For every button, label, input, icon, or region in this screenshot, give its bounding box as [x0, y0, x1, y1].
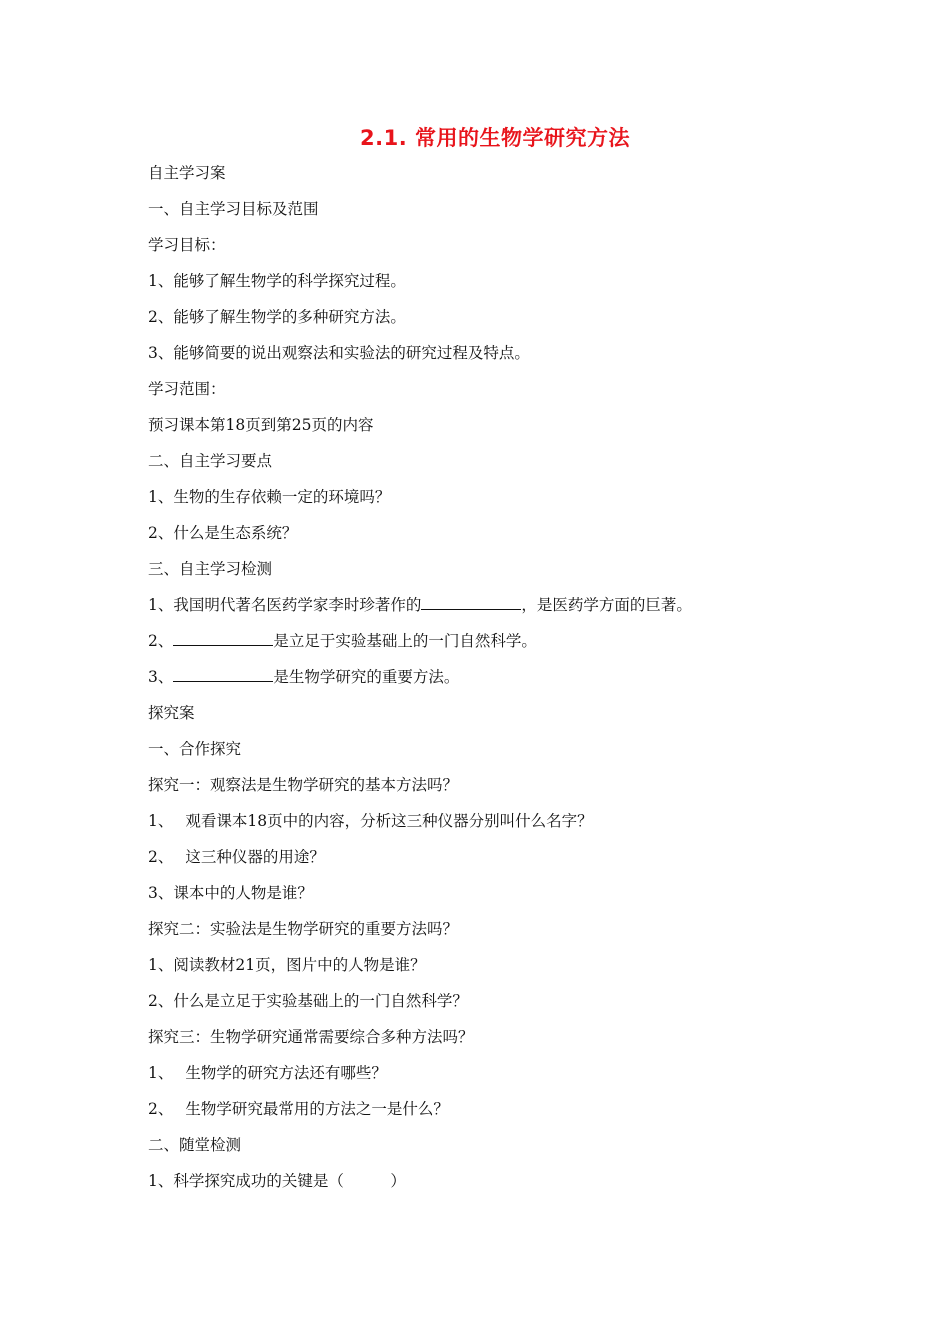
list-text: 生物学研究最常用的方法之一是什么？ [185, 1100, 449, 1118]
question-suffix: 是生物学研究的重要方法。 [273, 668, 460, 686]
text-line: 2、能够了解生物学的多种研究方法。 [148, 308, 406, 326]
document-body [148, 160, 848, 1204]
text-line: 探究一：观察法是生物学研究的基本方法吗？ [148, 776, 459, 794]
list-text: 观看课本18页中的内容，分析这三种仪器分别叫什么名字？ [185, 812, 593, 830]
text-line: 探究二：实验法是生物学研究的重要方法吗？ [148, 920, 459, 938]
text-line: 预习课本第18页到第25页的内容 [148, 416, 374, 434]
list-number: 1、 [148, 812, 174, 830]
question-prefix: 1、我国明代著名医药学家李时珍著作的 [148, 596, 422, 614]
list-number: 2、 [148, 1100, 174, 1118]
question-prefix: 3、 [148, 668, 174, 686]
text-line: 2、什么是立足于实验基础上的一门自然科学？ [148, 992, 468, 1010]
question-suffix: ，是医药学方面的巨著。 [521, 596, 692, 614]
text-line: 1、能够了解生物学的科学探究过程。 [148, 272, 406, 290]
section-heading: 一、自主学习目标及范围 [148, 200, 319, 218]
section-heading: 一、合作探究 [148, 740, 242, 758]
answer-blank[interactable] [173, 664, 273, 682]
section-heading: 自主学习案 [148, 164, 226, 182]
list-number: 1、 [148, 1064, 174, 1082]
answer-blank[interactable] [421, 592, 521, 610]
list-item [148, 808, 848, 844]
list-text: 这三种仪器的用途？ [185, 848, 325, 866]
text-line: 探究三：生物学研究通常需要综合多种方法吗？ [148, 1028, 474, 1046]
section-heading: 三、自主学习检测 [148, 560, 273, 578]
text-line: 3、课本中的人物是谁？ [148, 884, 313, 902]
fill-blank-question [148, 628, 848, 664]
text-line: 1、科学探究成功的关键是（ ） [148, 1172, 406, 1190]
text-line: 1、阅读教材21页，图片中的人物是谁？ [148, 956, 426, 974]
text-line: 学习目标： [148, 236, 226, 254]
text-line: 1、生物的生存依赖一定的环境吗？ [148, 488, 391, 506]
question-prefix: 2、 [148, 632, 174, 650]
list-item [148, 1096, 848, 1132]
text-line: 3、能够简要的说出观察法和实验法的研究过程及特点。 [148, 344, 530, 362]
text-line: 学习范围： [148, 380, 226, 398]
fill-blank-question [148, 592, 848, 628]
list-item [148, 844, 848, 880]
list-item [148, 1060, 848, 1096]
fill-blank-question [148, 664, 848, 700]
list-text: 生物学的研究方法还有哪些？ [185, 1064, 387, 1082]
answer-blank[interactable] [173, 628, 273, 646]
list-number: 2、 [148, 848, 174, 866]
text-line: 2、什么是生态系统？ [148, 524, 298, 542]
section-heading: 二、自主学习要点 [148, 452, 273, 470]
question-suffix: 是立足于实验基础上的一门自然科学。 [273, 632, 537, 650]
section-heading: 二、随堂检测 [148, 1136, 242, 1154]
page-title: 2.1. 常用的生物学研究方法 [360, 126, 630, 150]
section-heading: 探究案 [148, 704, 195, 722]
